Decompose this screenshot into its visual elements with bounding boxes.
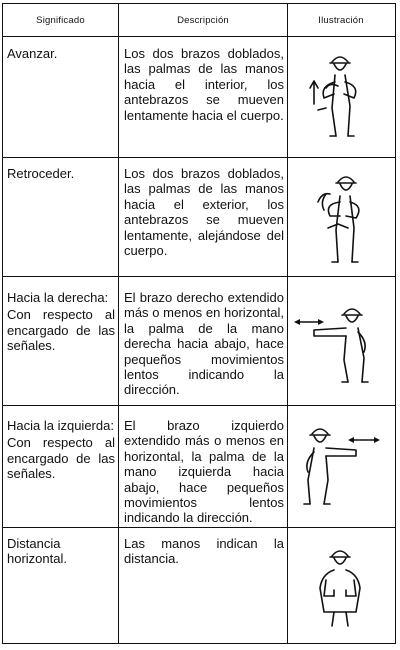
row-2-significado: Retroceder. (7, 166, 75, 181)
row-5-significado: Distancia horizontal. (7, 536, 67, 567)
header-divider (3, 36, 395, 37)
row-5-descripcion: Las manos indican la distancia. (124, 536, 284, 567)
signalman-arm-extended-right-icon (290, 298, 394, 388)
row-4-descripcion: El brazo izquierdo extendido más o menos en horizontal, la palma de la mano izquierda hacia abajo, hace pequeños movimientos lentos indicando la dirección. (124, 418, 284, 526)
signalman-arm-extended-left-icon (290, 420, 394, 510)
row-2-descripcion: Los dos brazos doblados, las palmas de las manos hacia el exterior, los antebrazos se mueven lentamente, alejándose del cuerpo. (124, 166, 284, 259)
row-1-significado: Avanzar. (7, 46, 58, 61)
row-divider (3, 405, 395, 406)
signalman-hands-showing-distance-icon (290, 540, 394, 630)
column-divider (287, 4, 288, 643)
row-1-descripcion: Los dos brazos doblados, las palmas de las manos hacia el interior, los antebrazos se mueven lentamente hacia el cuerpo. (124, 46, 284, 123)
row-3-significado-title: Hacia la derecha: (7, 290, 109, 305)
row-divider (3, 276, 395, 277)
row-divider (3, 157, 395, 158)
header-ilustracion: Ilustración (318, 14, 364, 26)
signalman-beckoning-forward-icon (290, 48, 394, 140)
row-3-significado-detail: Con respecto al encargado de las señales. (7, 307, 115, 354)
row-divider (3, 527, 395, 528)
header-significado: Significado (36, 14, 85, 26)
signalman-pushing-back-icon (290, 172, 394, 267)
header-descripcion: Descripción (177, 14, 229, 26)
row-4-significado (4, 416, 118, 484)
column-divider (118, 4, 119, 643)
signals-table (2, 3, 396, 644)
row-4-significado-title: Hacia la izquierda: (7, 418, 114, 433)
row-3-significado (4, 288, 118, 356)
row-3-descripcion: El brazo derecho extendido más o menos en horizontal, la palma de la mano derecha hacia abajo, hace pequeños movimientos lentos indicando la dirección. (124, 290, 284, 398)
row-4-significado-detail: Con respecto al encargado de las señales. (7, 435, 115, 482)
